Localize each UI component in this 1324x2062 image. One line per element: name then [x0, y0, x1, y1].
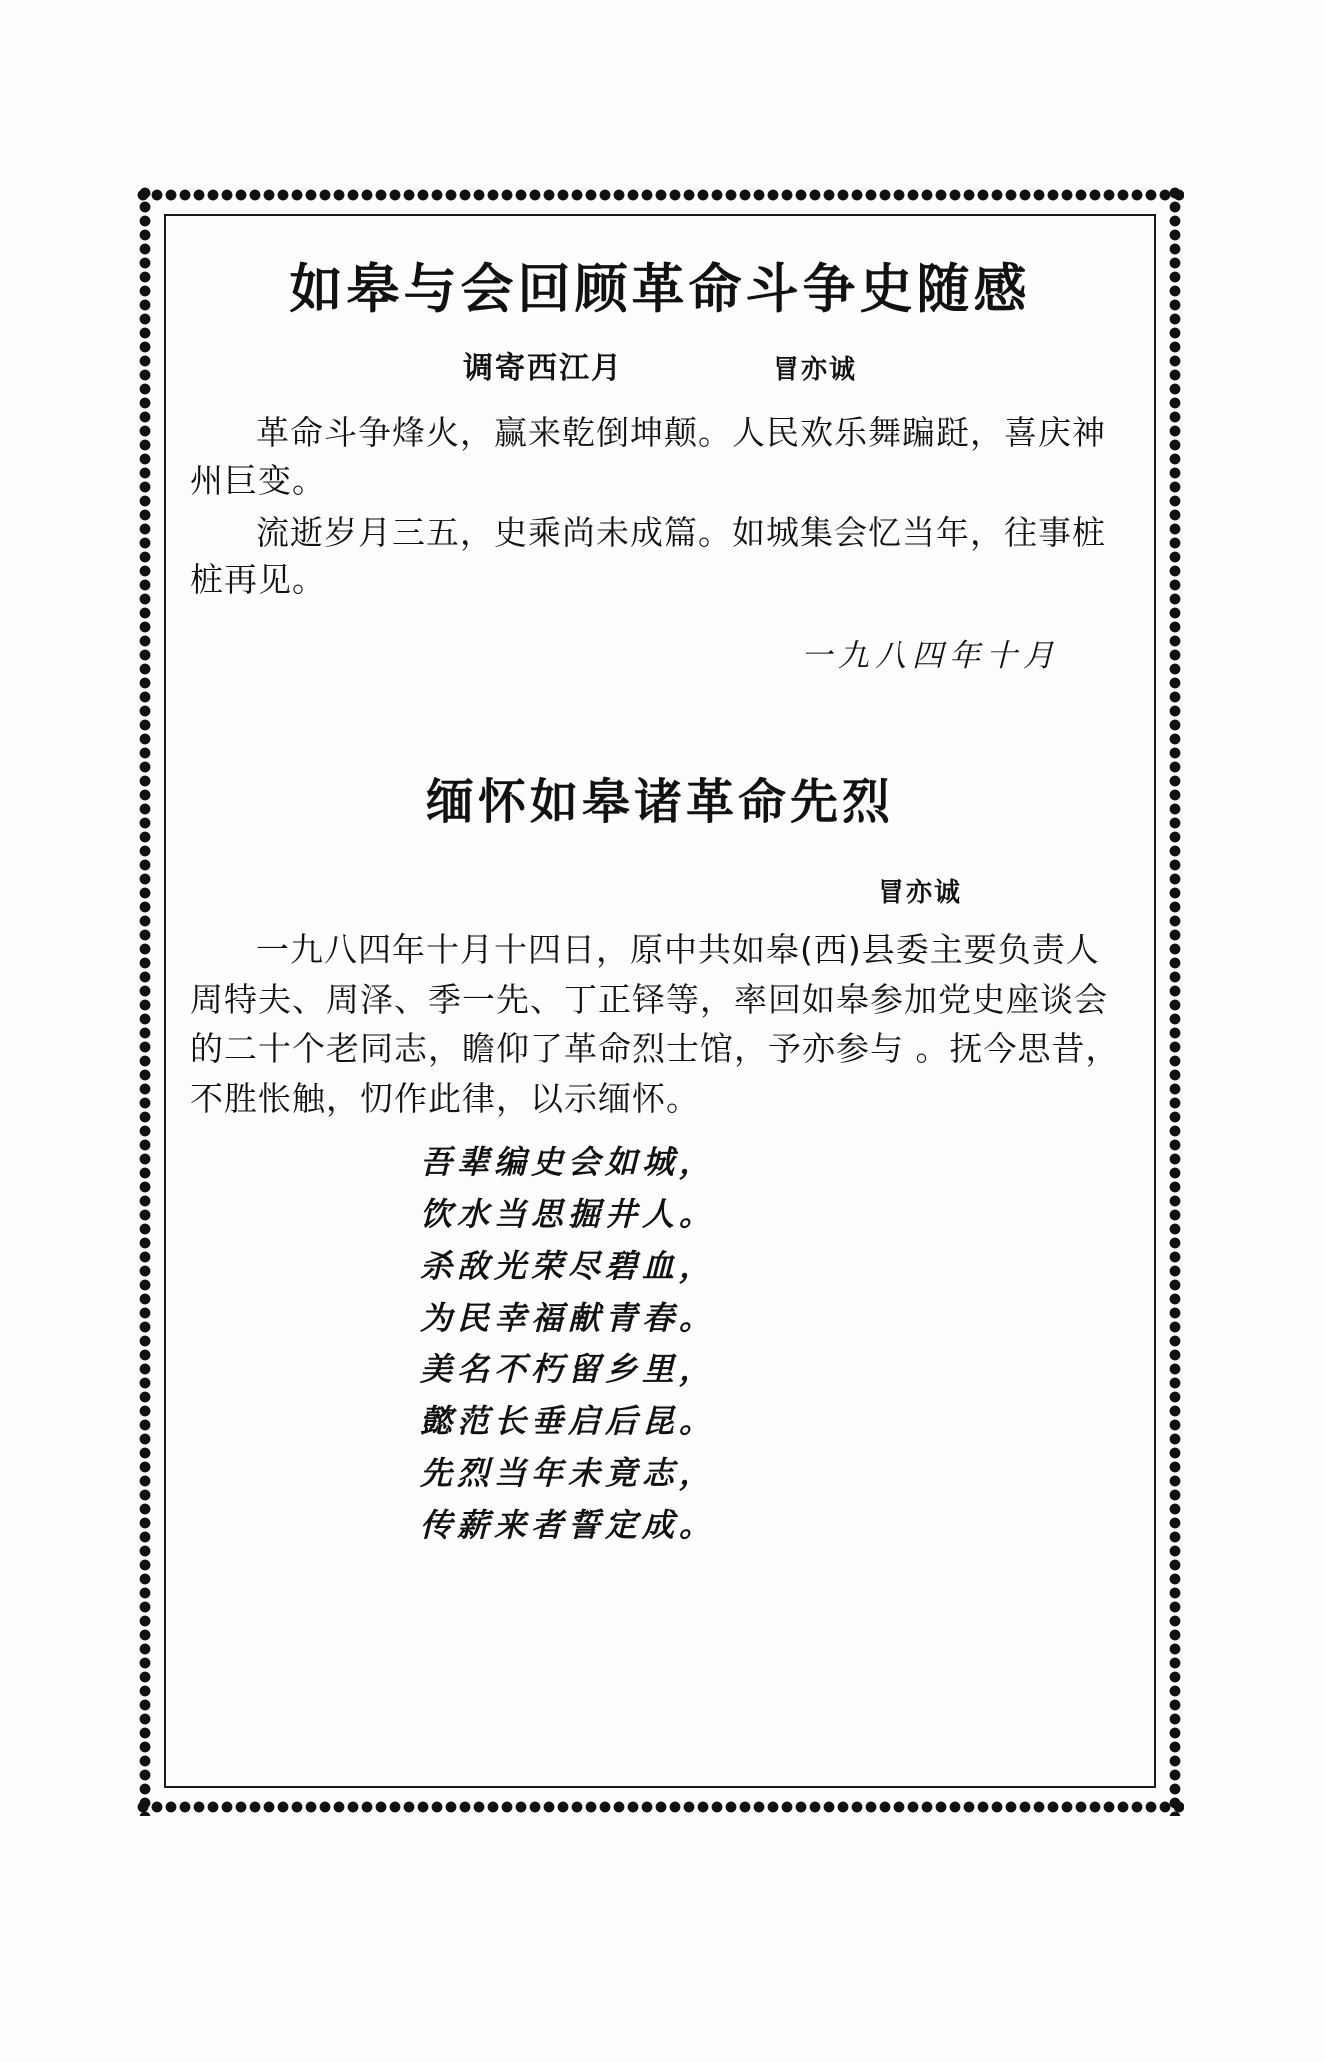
verse-line: 为民幸福献青春。: [420, 1298, 717, 1337]
poem-2-verse: [190, 1137, 1130, 1552]
verse-line: 先烈当年未竟志，: [420, 1454, 717, 1493]
border-bottom-beads: [136, 1798, 1184, 1816]
border-left-beads: [136, 186, 154, 1816]
verse-line: 传薪来者誓定成。: [420, 1505, 717, 1544]
poem-2-title: 缅怀如皋诸革命先烈: [425, 774, 894, 831]
verse-line: 吾辈编史会如城，: [420, 1143, 717, 1182]
poem-1-title: 如皋与会回顾革命斗争史随感: [289, 259, 1031, 320]
poem-1-author: 冒亦诚: [772, 354, 857, 385]
poem-1-stanza-1: 革命斗争烽火，赢来乾倒坤颠。人民欢乐舞蹁跹，喜庆神州巨变。: [190, 412, 1106, 500]
verse-line: 懿范长垂启后昆。: [420, 1402, 717, 1441]
poem-1-date: 一九八四年十月: [801, 638, 1060, 675]
poem-2-preface-text: 一九八四年十月十四日，原中共如皋(西)县委主要负责人周特夫、周泽、季一先、丁正铎等，率回如皋参加党史座谈会的二十个老同志，瞻仰了革命烈士馆，予亦参与 。抚今思昔，不胜怅触，忉作此律，以示缅怀。: [190, 930, 1120, 1118]
poem-1-stanza-2: 流逝岁月三五，史乘尚未成篇。如城集会忆当年，往事桩桩再见。: [190, 512, 1106, 600]
border-top-beads: [136, 186, 1184, 204]
poem-2-preface: [190, 925, 1130, 1123]
verse-line: 饮水当思掘井人。: [420, 1194, 717, 1233]
poem-1-tune-name: 调寄西江月: [462, 350, 623, 386]
verse-line: 杀敌光荣尽碧血，: [420, 1246, 717, 1285]
page-content: [190, 240, 1130, 1770]
poem-2-author: 冒亦诚: [877, 878, 962, 909]
border-right-beads: [1166, 186, 1184, 1816]
poem-1-body: [190, 409, 1130, 604]
verse-line: 美名不朽留乡里，: [420, 1350, 717, 1389]
poem-1-byline-row: [190, 343, 1130, 387]
